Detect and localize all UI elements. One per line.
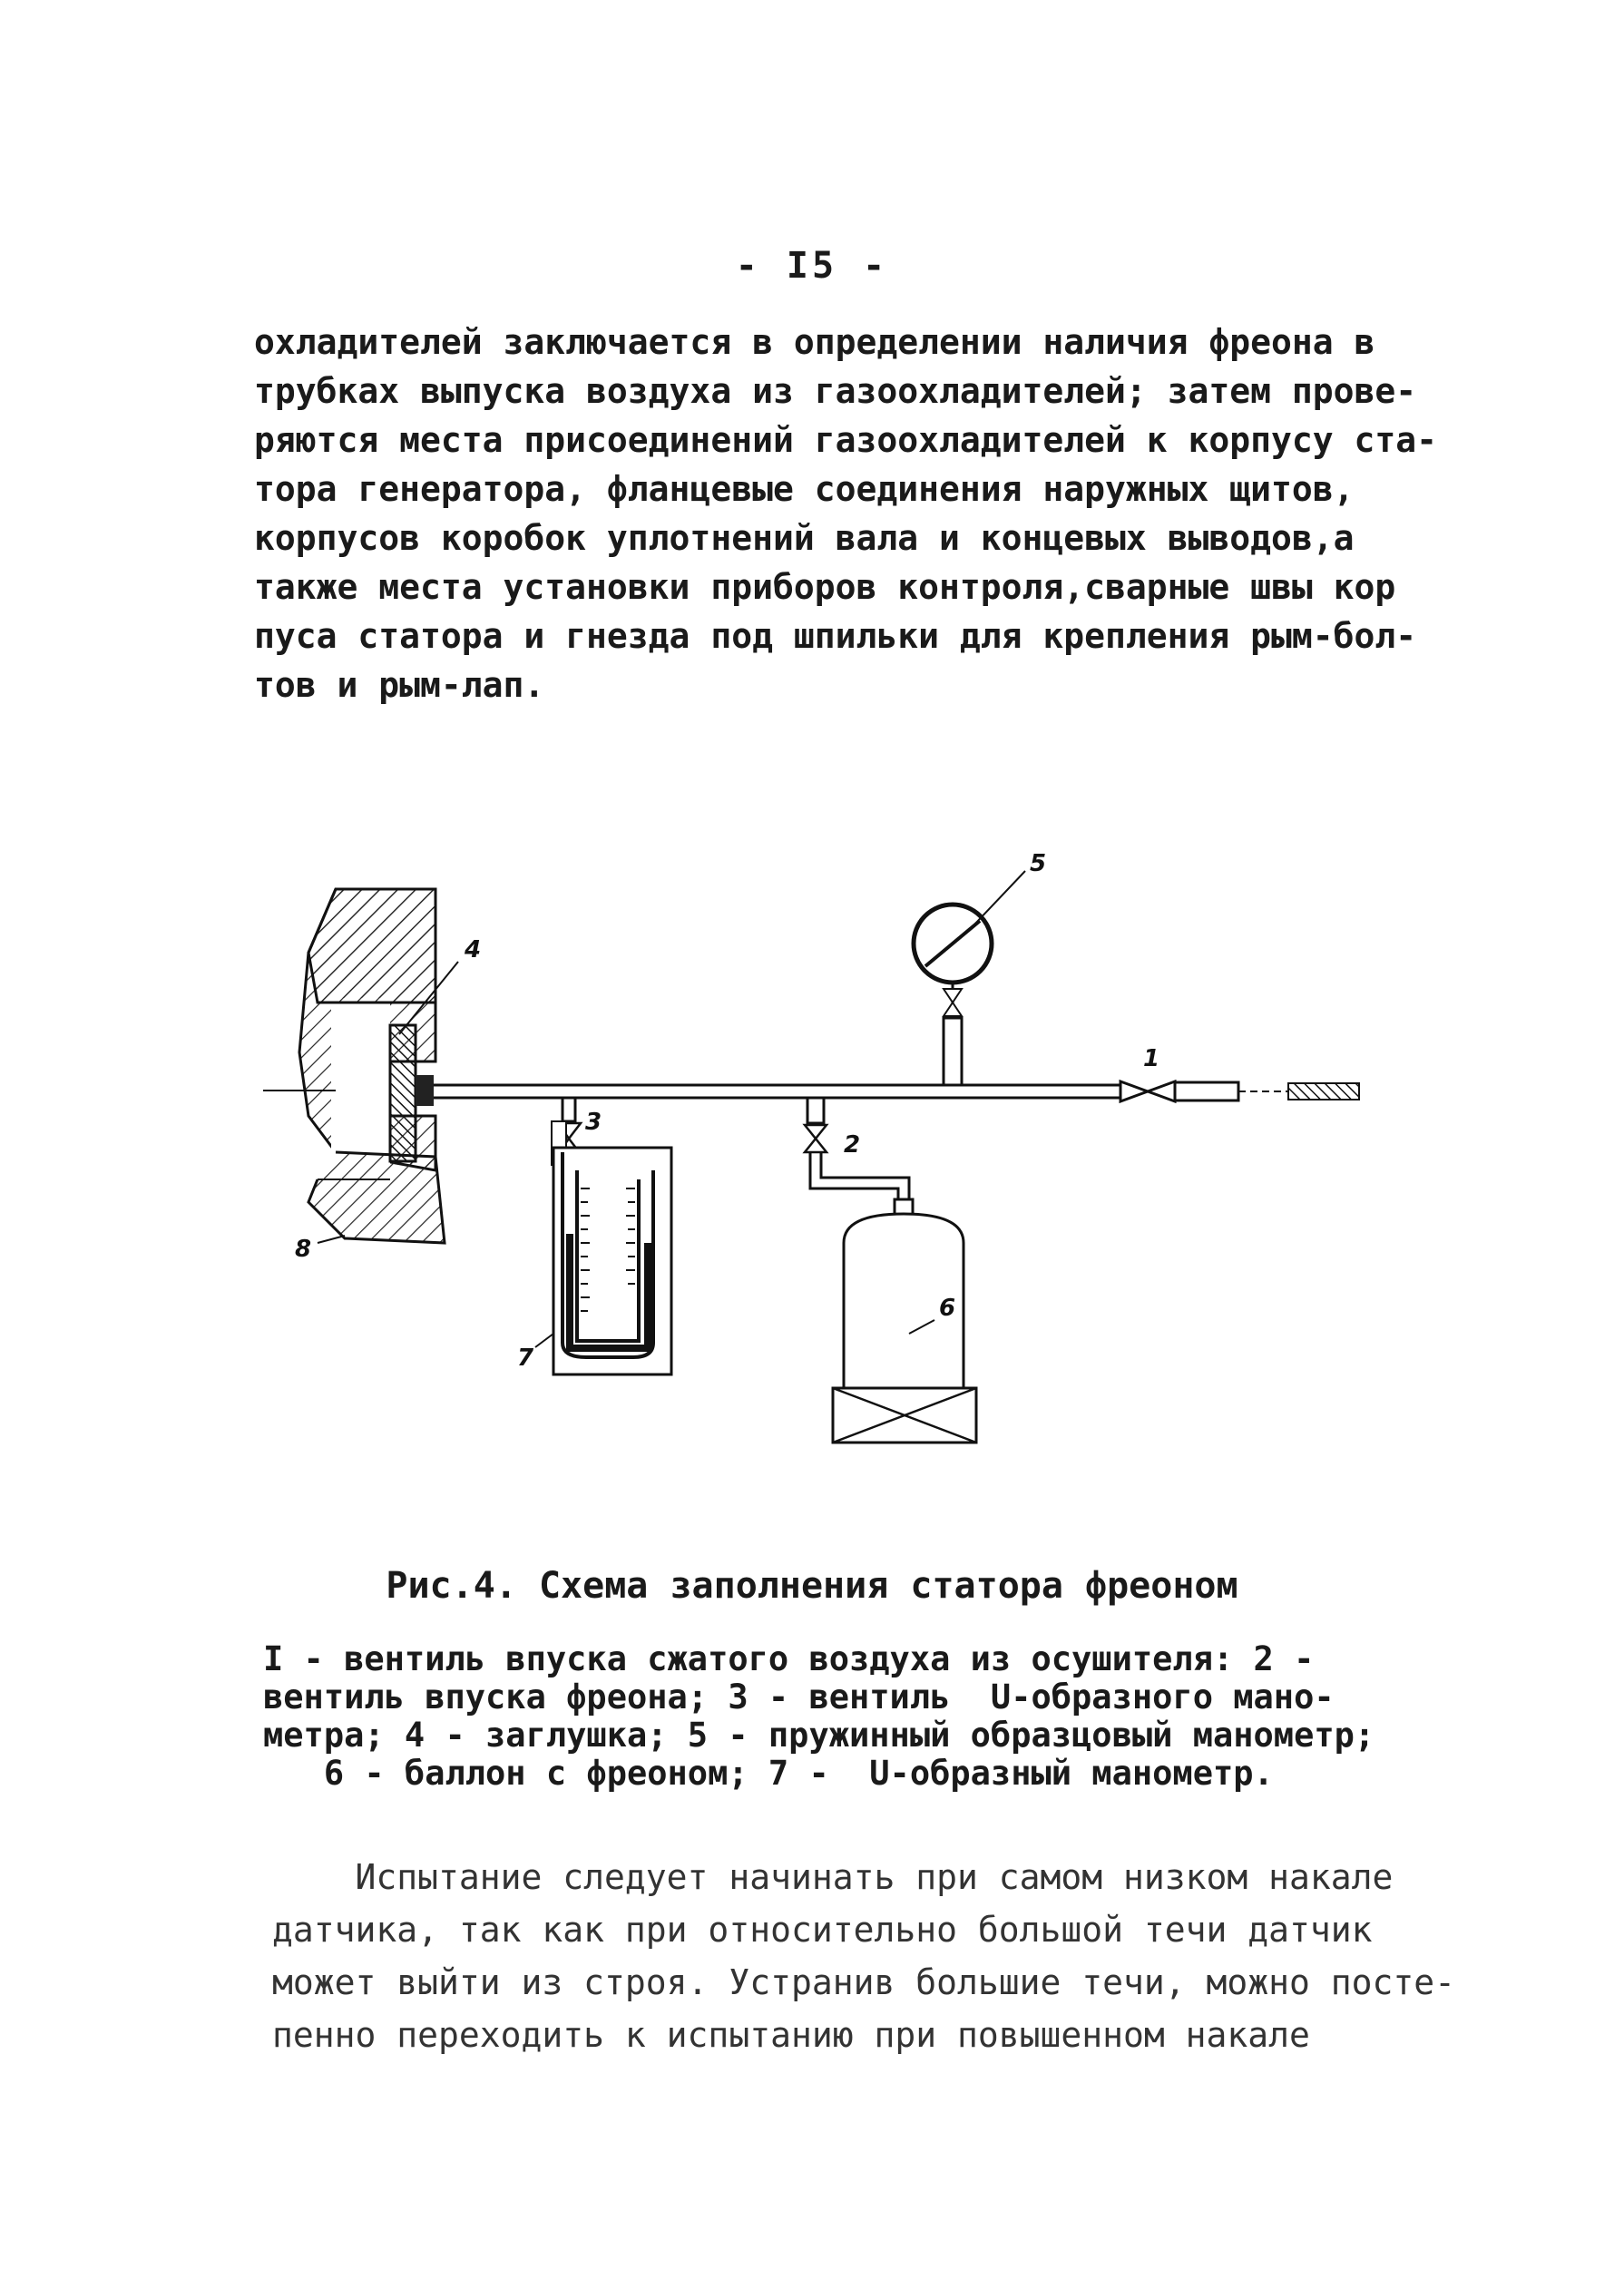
freon-cylinder-6: [833, 1214, 976, 1443]
text-line: пуса статора и гнезда под шпильки для крепления рым-бол-: [254, 616, 1417, 656]
label-2: 2: [844, 1131, 861, 1159]
label-7: 7: [517, 1345, 534, 1372]
figure-caption: Рис.4. Схема заполнения статора фреоном: [386, 1565, 1238, 1607]
label-5: 5: [1030, 850, 1047, 877]
legend-line: 6 - баллон с фреоном; 7 - U-образный манометр.: [263, 1754, 1274, 1793]
leader-line: [318, 1236, 345, 1243]
valve-1: [1120, 1081, 1359, 1101]
legend-line: I - вентиль впуска сжатого воздуха из осушителя: 2 -: [263, 1639, 1315, 1678]
text-line: может выйти из строя. Устранив большие течи, можно посте-: [272, 1962, 1456, 2002]
label-1: 1: [1143, 1045, 1160, 1072]
text-line: датчика, так как при относительно большой течи датчик: [272, 1910, 1373, 1950]
legend-line: метра; 4 - заглушка; 5 - пружинный образцовый манометр;: [263, 1716, 1375, 1755]
text-line: Испытание следует начинать при самом низком накале: [272, 1857, 1394, 1897]
label-4: 4: [465, 936, 482, 963]
label-6: 6: [939, 1295, 956, 1322]
body-paragraph-2: [272, 1851, 1506, 2061]
stator-housing: [299, 889, 445, 1243]
diagram-stator-freon-filling: [263, 844, 1424, 1479]
text-line: тора генератора, фланцевые соединения наружных щитов,: [254, 469, 1355, 509]
text-line: также места установки приборов контроля,сварные швы кор: [254, 567, 1396, 607]
text-line: охладителей заключается в определении наличия фреона в: [254, 322, 1375, 362]
main-pipe: [434, 1085, 1120, 1098]
text-line: тов и рым-лап.: [254, 665, 545, 705]
page-number: - I5 -: [735, 245, 889, 287]
text-line: ряются места присоединений газоохладителей к корпусу ста-: [254, 420, 1438, 460]
schematic-svg: [263, 844, 1424, 1479]
pressure-gauge-5: [914, 871, 1025, 1085]
u-manometer-7: [535, 1121, 671, 1374]
label-8: 8: [295, 1236, 312, 1263]
figure-legend: [263, 1640, 1479, 1793]
label-3: 3: [585, 1109, 602, 1136]
body-paragraph-1: [254, 318, 1488, 709]
text-line: трубках выпуска воздуха из газоохладителей; затем прове-: [254, 371, 1417, 411]
legend-line: вентиль впуска фреона; 3 - вентиль U-образного мано-: [263, 1677, 1335, 1717]
text-line: пенно переходить к испытанию при повышенном накале: [272, 2015, 1310, 2055]
text-line: корпусов коробок уплотнений вала и концевых выводов,а: [254, 518, 1355, 558]
